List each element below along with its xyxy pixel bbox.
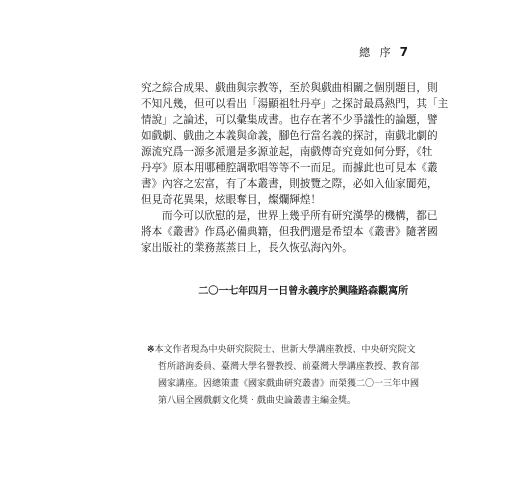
- reference-mark: ※: [147, 345, 155, 355]
- text-line: 如戲劇、戲曲之本義與命義，腳色行當名義的探討，南戲北劇的: [141, 130, 438, 142]
- note-line: 國家講座。因總策畫《國家戲曲研究叢書》而榮獲二〇一三年中國: [158, 379, 420, 389]
- body-text: [141, 80, 449, 256]
- text-line: 將本《叢書》作爲必備典籍，但我們還是希望本《叢書》隨著國: [141, 226, 438, 238]
- text-line: 源流究爲一源多派還是多源並起，南戲傳奇究竟如何分野，《牡: [141, 146, 433, 158]
- text-line: 情說」之論述，可以彙集成書。也存在著不少爭議性的論題，譬: [141, 114, 438, 126]
- running-header: [359, 44, 408, 60]
- text-line: 而今可以欣慰的是，世界上幾乎所有研究漢學的機構，都已: [162, 210, 438, 222]
- text-line: 究之綜合成果、戲曲與宗教等，至於與戲曲相關之個別題目，則: [141, 82, 438, 94]
- text-line: 書》內容之宏富，有了本叢書，則披覽之際，必如入仙家閬苑，: [141, 178, 438, 190]
- text-line: 丹亭》原本用哪種腔調歌唱等等不一而足。而據此也可見本《叢: [141, 162, 438, 174]
- text-line: 不知凡幾，但可以看出「湯顯祖牡丹亭」之探討最爲熱門，其「主: [141, 98, 449, 110]
- signature-line: 二〇一七年四月一日曾永義序於興隆路森觀寓所: [198, 285, 408, 297]
- note-line: 哲所諮詢委員、臺灣大學名譽教授、前臺灣大學講座教授、教育部: [158, 362, 420, 372]
- note-line: 第八屆全國戲劇文化獎‧戲曲史論叢書主編金獎。: [158, 396, 357, 406]
- note-line: 本文作者現為中央研究院院士、世新大學講座教授、中央研究院文: [154, 345, 416, 355]
- text-line: 但見奇花異果，炫眼奪目，燦爛輝煌！: [141, 194, 322, 206]
- text-line: 家出版社的業務蒸蒸日上，長久恢弘海內外。: [141, 242, 353, 254]
- page-number: 7: [399, 45, 408, 59]
- author-note: [147, 342, 420, 410]
- section-title: 總 序: [359, 46, 394, 59]
